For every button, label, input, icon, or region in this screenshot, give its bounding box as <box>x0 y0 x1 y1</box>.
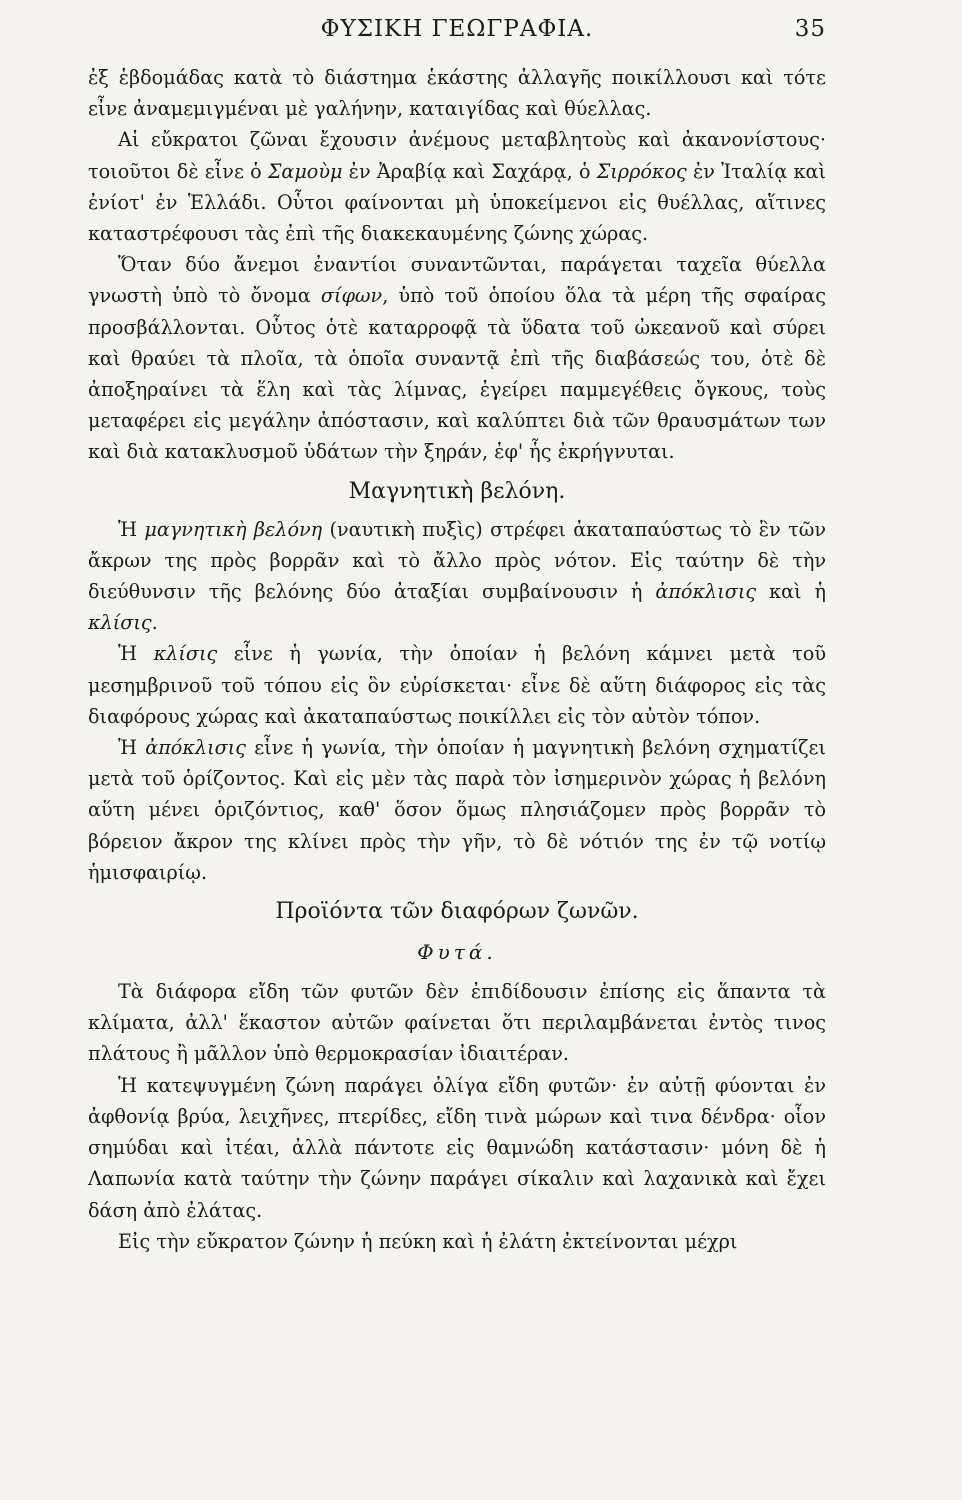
paragraph: ἐξ ἑβδομάδας κατὰ τὸ διάστημα ἑκάστης ἀλλαγῆς ποικίλλουσι καὶ τότε εἶνε ἀναμεμιγμέναι μὲ γαλήνην, καταιγίδας καὶ θύελλας. <box>88 66 826 121</box>
paragraph: Τὰ διάφορα εἴδη τῶν φυτῶν δὲν ἐπιδίδουσιν ἐπίσης εἰς ἅπαντα τὰ κλίματα, ἀλλ' ἕκαστον αὐτῶν φαίνεται ὅτι περιλαμβάνεται ἐντὸς τινος πλάτους ἢ μᾶλλον ὑπὸ θερμοκρασίαν ἰδιαιτέραν. <box>88 980 826 1066</box>
running-head <box>88 14 826 48</box>
paragraph: Ἡ μαγνητικὴ βελόνη (ναυτικὴ πυξὶς) στρέφει ἀκαταπαύστως τὸ ἓν τῶν ἄκρων της πρὸς βορρᾶν καὶ τὸ ἄλλο πρὸς νότον. Εἰς ταύτην δὲ τὴν διεύθυνσιν τῆς βελόνης δύο ἀταξίαι συμβαίνουσιν ἡ ἀπόκλισις καὶ ἡ κλίσις. <box>88 517 826 635</box>
paragraph: Ἡ ἀπόκλισις εἶνε ἡ γωνία, τὴν ὁποίαν ἡ μαγνητικὴ βελόνη σχηματίζει μετὰ τοῦ ὁρίζοντος. Καὶ εἰς μὲν τὰς παρὰ τὸν ἰσημερινὸν χώρας ἡ βελόνη αὕτη μένει ὁριζόντιος, καθ' ὅσον ὅμως πλησιάζομεν πρὸς βορρᾶν τὸ βόρειον ἄκρον της κλίνει πρὸς τὴν γῆν, τὸ δὲ νότιόν της ἐν τῷ νοτίῳ ἡμισφαιρίῳ. <box>88 736 826 884</box>
paragraph: Ἡ κλίσις εἶνε ἡ γωνία, τὴν ὁποίαν ἡ βελόνη κάμνει μετὰ τοῦ μεσημβρινοῦ τοῦ τόπου εἰς ὃν εὑρίσκεται· εἶνε δὲ αὕτη διάφορος εἰς τὰς διαφόρους χώρας καὶ ἀκαταπαύστως ποικίλλει εἰς τὸν αὐτὸν τόπον. <box>88 642 827 728</box>
body-text <box>88 62 826 1257</box>
paragraph: Ἡ κατεψυγμένη ζώνη παράγει ὀλίγα εἴδη φυτῶν· ἐν αὐτῇ φύονται ἐν ἀφθονίᾳ βρύα, λειχῆνες, πτερίδες, εἴδη τινὰ μώρων καὶ τινα δένδρα· οἷον σημύδαι καὶ ἰτέαι, ἀλλὰ πάντοτε εἰς θαμνώδη κατάστασιν· μόνη δὲ ἡ Λαπωνία κατὰ ταύτην τὴν ζώνην παράγει σίκαλιν καὶ λαχανικὰ καὶ ἔχει δάση ἀπὸ ἐλάτας. <box>88 1073 826 1222</box>
book-page <box>88 14 826 1257</box>
running-title: ΦΥΣΙΚΗ ΓΕΩΓΡΑΦΙΑ. <box>320 16 594 42</box>
term-italic: μαγνητικὴ βελόνη <box>144 517 323 541</box>
page-number: 35 <box>794 16 826 42</box>
term-italic: Σιρρόκος <box>596 159 687 183</box>
term-italic: ἀπόκλισις <box>145 736 246 760</box>
section-heading: Μαγνητικὴ βελόνη. <box>348 478 566 504</box>
term-italic: ἀπόκλισις <box>655 580 757 604</box>
term-italic: Σαμοὺμ <box>267 159 343 183</box>
paragraph: Αἱ εὔκρατοι ζῶναι ἔχουσιν ἀνέμους μεταβλητοὺς καὶ ἀκανονίστους· τοιοῦτοι δὲ εἶνε ὁ Σαμοὺμ ἐν Ἀραβίᾳ καὶ Σαχάρᾳ, ὁ Σιρρόκος ἐν Ἰταλίᾳ καὶ ἐνίοτ' ἐν Ἑλλάδι. Οὗτοι φαίνονται μὴ ὑποκείμενοι εἰς θυέλλας, αἵτινες καταστρέφουσι τὰς ἐπὶ τῆς διακεκαυμένης ζώνης χώρας. <box>88 128 826 246</box>
subsection-heading: Φυτά. <box>417 940 497 965</box>
term-italic: σίφων <box>320 284 383 308</box>
term-italic: κλίσις <box>153 642 218 666</box>
paragraph: Εἰς τὴν εὔκρατον ζώνην ἡ πεύκη καὶ ἡ ἐλάτη ἐκτείνονται μέχρι <box>118 1229 738 1253</box>
section-heading: Προϊόντα τῶν διαφόρων ζωνῶν. <box>275 899 639 925</box>
paragraph: Ὅταν δύο ἄνεμοι ἐναντίοι συναντῶνται, παράγεται ταχεῖα θύελλα γνωστὴ ὑπὸ τὸ ὄνομα σίφων, ὑπὸ τοῦ ὁποίου ὅλα τὰ μέρη τῆς σφαίρας προσβάλλονται. Οὗτος ὁτὲ καταρροφᾷ τὰ ὕδατα τοῦ ὠκεανοῦ καὶ σύρει καὶ θραύει τὰ πλοῖα, τὰ ὁποῖα συναντᾷ ἐπὶ τῆς διαβάσεώς του, ὁτὲ δὲ ἀποξηραίνει τὰ ἕλη καὶ τὰς λίμνας, ἐγείρει παμμεγέθεις ὄγκους, τοὺς μεταφέρει εἰς μεγάλην ἀπόστασιν, καὶ καλύπτει διὰ τῶν θραυσμάτων των καὶ διὰ κατακλυσμοῦ ὑδάτων τὴν ξηράν, ἐφ' ἧς ἐκρήγνυται. <box>88 253 826 464</box>
term-italic: κλίσις <box>88 611 152 635</box>
